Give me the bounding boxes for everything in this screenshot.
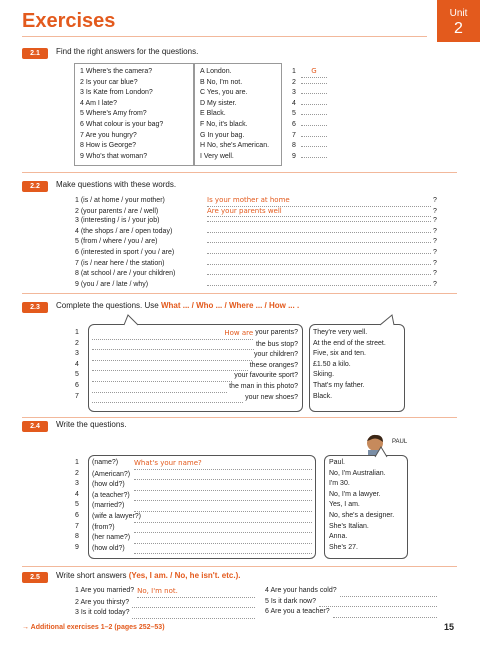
question-ending: your parents? (255, 329, 298, 336)
bubble-tail (373, 446, 389, 458)
item-number: 6 (75, 381, 79, 389)
question-mark: ? (431, 197, 437, 204)
question-row (75, 608, 255, 619)
section-badge: 2.3 (22, 302, 48, 313)
section-badge: 2.1 (22, 48, 48, 59)
answer-item: D My sister. (200, 99, 237, 107)
section-instruction: Write the questions. (56, 420, 127, 429)
section-badge: 2.2 (22, 181, 48, 192)
item-number: 5 (75, 371, 79, 379)
divider (22, 293, 457, 294)
instruction-text: Write short answers (56, 571, 129, 580)
unit-label: Unit (449, 8, 468, 19)
answer-line[interactable]: Is your mother at home (207, 195, 431, 207)
prompt: 7 (is / near here / the station) (75, 259, 165, 267)
question-item: 3 Is Kate from London? (80, 89, 153, 97)
answer-line[interactable] (134, 533, 312, 544)
answer-line[interactable] (134, 480, 312, 491)
question-row (75, 195, 445, 206)
reply-item: She's Italian. (329, 522, 369, 530)
answer-key-row (292, 99, 327, 110)
item-number: 2 (75, 469, 79, 477)
question-row (75, 269, 445, 280)
prompt: (her name?) (92, 534, 131, 542)
prompt: (how old?) (92, 481, 125, 489)
question-mark: ? (431, 238, 437, 246)
question-row (92, 491, 312, 502)
question-row (92, 544, 312, 555)
question-row (92, 393, 298, 404)
item-number: 2 (292, 78, 296, 86)
question-ending: the man in this photo? (229, 382, 298, 390)
answer-key-row (292, 78, 327, 89)
question-item: 6 What colour is your bag? (80, 120, 164, 128)
question-row (92, 458, 312, 470)
questions-box (74, 63, 194, 166)
question-item: 7 Are you hungry? (80, 131, 137, 139)
additional-exercises-link[interactable]: → Additional exercises 1–2 (pages 252–53) (22, 624, 165, 631)
item-number: 7 (75, 522, 79, 530)
answer-line[interactable] (207, 274, 431, 275)
bubble-tail (122, 314, 142, 326)
item-number: 2 (75, 339, 79, 347)
answer-key-row (292, 66, 327, 78)
item-number: 4 (75, 490, 79, 498)
answer-blank[interactable] (301, 136, 327, 137)
reply-item: They're very well. (313, 329, 368, 336)
item-number: 5 (292, 110, 296, 118)
question-row (265, 607, 437, 618)
question-row (75, 259, 445, 270)
question-row (92, 371, 298, 382)
question-mark: ? (431, 207, 437, 215)
question-row (92, 512, 312, 523)
item-number: 6 (75, 511, 79, 519)
answer-line[interactable] (333, 607, 437, 618)
answer-blank[interactable] (301, 114, 327, 115)
item-number: 6 (292, 120, 296, 128)
section-badge: 2.5 (22, 572, 48, 583)
question: 6 Are you a teacher? (265, 608, 330, 616)
title-rule (22, 36, 427, 37)
prompt: 6 (interested in sport / you / are) (75, 248, 175, 256)
question: 5 Is it dark now? (265, 597, 316, 605)
answer-blank[interactable] (301, 125, 327, 126)
prompt: 4 (the shops / are / open today) (75, 227, 173, 235)
item-number: 1 (75, 329, 79, 336)
divider (22, 417, 457, 418)
prompt: 5 (from / where / you / are) (75, 238, 158, 246)
question-row (75, 598, 255, 609)
answer-line[interactable] (92, 340, 254, 351)
answer-line[interactable] (134, 512, 312, 523)
section-instruction (56, 571, 240, 580)
instruction-text: Complete the questions. Use (56, 301, 161, 310)
question-mark: ? (431, 227, 437, 235)
answer-line[interactable] (134, 470, 312, 481)
section-instruction: Find the right answers for the questions. (56, 47, 199, 56)
answer-line[interactable] (92, 371, 232, 382)
answer-line[interactable] (207, 221, 431, 222)
answer-item: I Very well. (200, 152, 234, 160)
item-number: 5 (75, 501, 79, 509)
answer-line[interactable] (319, 597, 437, 608)
answer-line[interactable] (340, 586, 437, 597)
prompt: (married?) (92, 502, 125, 510)
answer-key-row (292, 131, 327, 142)
answer-line[interactable] (134, 523, 312, 534)
question-ending: your new shoes? (245, 393, 298, 401)
answer-line[interactable] (207, 253, 431, 254)
question-row (92, 340, 298, 351)
question-mark: ? (431, 248, 437, 256)
answer-item: G In your bag. (200, 131, 245, 139)
page-title: Exercises (22, 10, 116, 32)
instruction-highlight: What ... / Who ... / Where ... / How ... . (160, 301, 300, 310)
question-item: 4 Am I late? (80, 99, 117, 107)
section-instruction: Make questions with these words. (56, 180, 177, 189)
answer-line[interactable] (92, 382, 227, 393)
answer-line[interactable]: What's your name? (134, 458, 312, 470)
answer-item: E Black. (200, 110, 226, 118)
prompt: 3 (interesting / is / your job) (75, 217, 160, 225)
question-mark: ? (431, 280, 437, 288)
prompt: (American?) (92, 470, 131, 478)
reply-item: Paul. (329, 459, 345, 466)
person-name: PAUL (392, 439, 408, 445)
question-mark: ? (431, 270, 437, 278)
answer-key-row (292, 120, 327, 131)
question-ending: your children? (254, 351, 298, 359)
question-ending: these oranges? (249, 361, 298, 369)
answer-item: F No, it's black. (200, 120, 248, 128)
answer-line[interactable] (207, 232, 431, 233)
answer-line[interactable]: No, I'm not. (137, 586, 255, 598)
answer-item: C Yes, you are. (200, 89, 248, 97)
question-ending: your favourite sport? (234, 372, 298, 380)
divider (22, 566, 457, 567)
answer-line[interactable] (132, 608, 255, 619)
reply-item: Five, six and ten. (313, 350, 366, 358)
answer-line[interactable] (92, 350, 252, 361)
question-row (265, 586, 437, 597)
answer-blank[interactable] (301, 83, 327, 84)
question-row (92, 382, 298, 393)
reply-item: Anna. (329, 533, 348, 541)
answer-item: H No, she's American. (200, 142, 270, 150)
question-row (92, 361, 298, 372)
question: 4 Are your hands cold? (265, 587, 337, 594)
question-item: 8 How is George? (80, 142, 137, 150)
answer-line[interactable] (134, 501, 312, 512)
answer-key-row (292, 152, 327, 163)
item-number: 9 (75, 543, 79, 551)
question-ending: the bus stop? (255, 340, 298, 348)
answer-item: A London. (200, 68, 232, 75)
divider (22, 172, 457, 173)
answer-blank[interactable] (301, 93, 327, 94)
answer-line[interactable] (207, 242, 431, 243)
section-badge: 2.4 (22, 421, 48, 432)
item-number: 3 (75, 350, 79, 358)
question-row (75, 206, 445, 217)
prompt: 2 (your parents / are / well) (75, 207, 159, 215)
question-item: 1 Where's the camera? (80, 68, 153, 75)
item-number: 8 (292, 142, 296, 150)
question-row (75, 248, 445, 259)
answer-line[interactable]: How are (92, 328, 253, 340)
answer-blank[interactable] (301, 104, 327, 105)
question: 1 Are you married? (75, 587, 135, 594)
item-number: 4 (75, 360, 79, 368)
page-number: 15 (444, 622, 455, 632)
question-row (92, 350, 298, 361)
reply-item: £1.50 a kilo. (313, 360, 351, 368)
question-mark: ? (431, 259, 437, 267)
instruction-highlight: (Yes, I am. / No, he isn't. etc.). (128, 571, 241, 580)
section-instruction (56, 301, 299, 310)
reply-item: No, I'm Australian. (329, 469, 386, 477)
item-number: 4 (292, 99, 296, 107)
question-row (92, 480, 312, 491)
bubble-tail (378, 314, 398, 326)
question-row (92, 470, 312, 481)
prompt: 8 (at school / are / your children) (75, 270, 176, 278)
question-row (265, 597, 437, 608)
question-item: 2 Is your car blue? (80, 78, 138, 86)
question-row (75, 237, 445, 248)
question-row (92, 501, 312, 512)
answer-key-row (292, 88, 327, 99)
question-item: 9 Who's that woman? (80, 152, 148, 160)
answer-key-row (292, 109, 327, 120)
answer-line[interactable]: Are your parents well (207, 206, 431, 218)
item-number: 1 (292, 68, 296, 75)
reply-item: Black. (313, 392, 333, 400)
reply-item: Yes, I am. (329, 501, 360, 509)
question-row (92, 533, 312, 544)
item-number: 3 (292, 89, 296, 97)
answer-line[interactable] (134, 491, 312, 502)
answer-line[interactable] (132, 598, 255, 609)
unit-tab (437, 0, 480, 42)
answer-item: B No, I'm not. (200, 78, 243, 86)
item-number: 8 (75, 533, 79, 541)
prompt: (wife a lawyer?) (92, 512, 142, 520)
question-row (75, 227, 445, 238)
item-number: 7 (75, 392, 79, 400)
prompt: (name?) (92, 459, 119, 466)
reply-item: Skiing. (313, 371, 335, 379)
reply-item: At the end of the street. (313, 339, 386, 347)
answer-blank[interactable]: G (301, 66, 327, 78)
question-row (75, 280, 445, 291)
prompt: (from?) (92, 523, 115, 531)
answer-line[interactable] (207, 285, 431, 286)
answer-line[interactable] (134, 544, 312, 555)
question: 2 Are you thirsty? (75, 598, 130, 606)
prompt: 1 (is / at home / your mother) (75, 197, 165, 204)
item-number: 9 (292, 152, 296, 160)
answer-line[interactable] (92, 361, 248, 372)
reply-item: She's 27. (329, 543, 358, 551)
answer-line[interactable] (92, 393, 243, 404)
prompt: (a teacher?) (92, 491, 130, 499)
question-row (75, 586, 255, 598)
reply-item: I'm 30. (329, 480, 350, 488)
question-item: 5 Where's Amy from? (80, 110, 147, 118)
question-row (75, 216, 445, 227)
answer-line[interactable] (207, 264, 431, 265)
item-number: 3 (75, 480, 79, 488)
answers-box (194, 63, 282, 166)
question: 3 Is it cold today? (75, 609, 130, 617)
item-number: 1 (75, 459, 79, 466)
answer-blank[interactable] (301, 146, 327, 147)
prompt: 9 (you / are / late / why) (75, 280, 149, 288)
item-number: 7 (292, 131, 296, 139)
answer-key-row (292, 141, 327, 152)
answer-blank[interactable] (301, 157, 327, 158)
reply-item: No, she's a designer. (329, 511, 395, 519)
question-row (92, 523, 312, 534)
reply-item: No, I'm a lawyer. (329, 490, 381, 498)
unit-number: 2 (454, 20, 463, 37)
prompt: (how old?) (92, 544, 125, 552)
reply-item: That's my father. (313, 381, 365, 389)
question-mark: ? (431, 217, 437, 225)
question-row (92, 328, 298, 340)
